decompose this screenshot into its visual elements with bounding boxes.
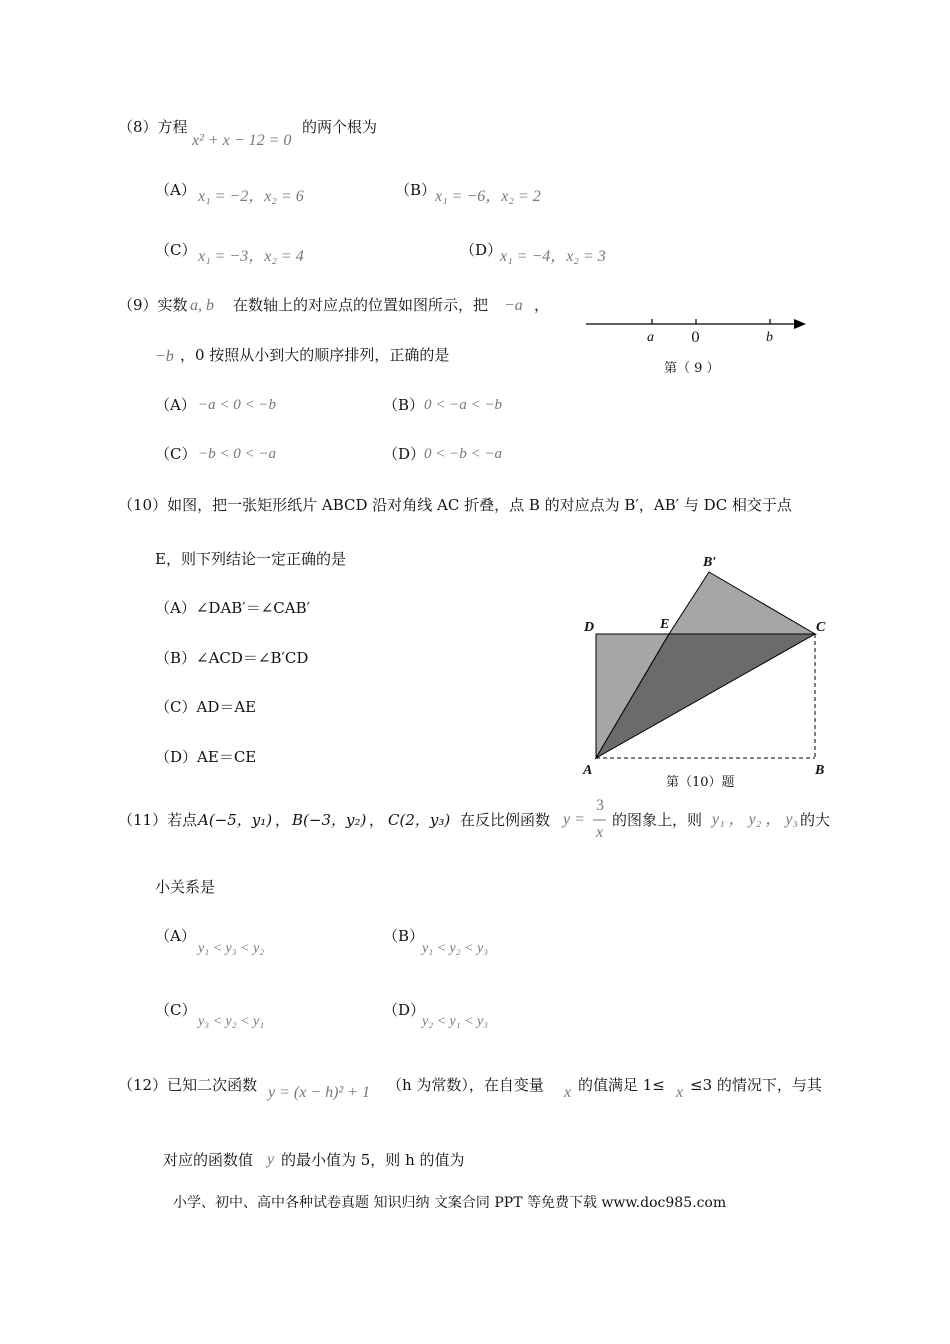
q9-option-c-key: （C） [155,445,197,463]
label-b-prime: B′ [703,555,717,570]
q8-option-c-key: （C） [155,241,197,259]
q11-vars: y₁ ， y₂ ， y₃ [712,811,798,828]
axis-label-b: b [766,330,773,345]
q8-option-d: x₁ = −4，x₂ = 3 [500,248,606,265]
q10-figure-caption: 第（10）题 [666,775,735,790]
q10-option-d: （D）AE＝CE [155,748,257,766]
q9-stem: （9）实数 [118,296,188,314]
q11-option-b: y₁ < y₂ < y₃ [422,941,489,956]
q9-option-d-key: （D） [383,445,426,463]
label-a: A [583,763,593,778]
label-d: D [584,620,595,635]
q12-function: y = (x − h)² + 1 [268,1084,371,1101]
q9-option-b: 0 < −a < −b [424,397,502,413]
q8-option-b-key: （B） [395,181,437,199]
q8-option-c: x₁ = −3，x₂ = 4 [198,248,304,265]
q9-neg-b: −b [155,348,174,365]
q11-point-c: C(2，y₃) [388,811,451,829]
q8-stem: （8）方程 [118,118,188,136]
q9-ab: a, b [190,297,214,314]
q11-option-d-key: （D） [383,1001,426,1019]
q11-option-a-key: （A） [155,927,196,945]
footer-watermark: 小学、初中、高中各种试卷真题 知识归纳 文案合同 PPT 等免费下载 www.doc985.com [173,1195,727,1211]
q12-y-var: y [267,1151,275,1168]
label-b: B [815,763,825,778]
number-line-arrow [794,319,806,329]
q8-option-a: x₁ = −2，x₂ = 6 [198,188,304,205]
q9-option-d: 0 < −b < −a [424,446,502,462]
q12-stem: （12）已知二次函数 [118,1076,258,1094]
q9-comma: ， [534,296,550,314]
q11-fraction-bar [593,819,607,821]
q12-x-var: x [564,1084,572,1101]
q11-fn-denominator: x [596,824,604,841]
q11-fn-lhs: y = [563,811,585,828]
q9-stem-mid: 在数轴上的对应点的位置如图所示，把 [233,296,489,314]
q12-stem-line2: 对应的函数值 [163,1151,254,1169]
q10-stem: （10）如图，把一张矩形纸片 ABCD 沿对角线 AC 折叠，点 B 的对应点为 B′，AB′ 与 DC 相交于点 [118,496,792,514]
q11-option-d: y₂ < y₁ < y₃ [422,1014,489,1029]
q9-option-a-key: （A） [155,396,196,414]
axis-label-zero: 0 [691,330,700,346]
q11-point-a: A(−5，y₁) [198,811,273,829]
q12-x-var-2: x [676,1084,684,1101]
q8-option-a-key: （A） [155,181,196,199]
q11-sep2: ， [369,811,385,829]
q8-option-d-key: （D） [460,241,503,259]
q10-option-c: （C）AD＝AE [155,698,257,716]
q12-stem-mid: （h 为常数），在自变量 [387,1076,544,1094]
q12-stem-line2-tail: 的最小值为 5，则 h 的值为 [281,1151,465,1169]
q12-stem-range: 的值满足 1≤ [578,1076,665,1094]
q8-equation: x² + x − 12 = 0 [192,132,292,149]
q8-option-b: x₁ = −6，x₂ = 2 [435,188,541,205]
q9-option-a: −a < 0 < −b [198,397,276,413]
q9-option-b-key: （B） [383,396,425,414]
q8-stem-tail: 的两个根为 [302,118,378,136]
q10-option-a: （A）∠DAB′＝∠CAB′ [155,599,311,617]
q9-neg-a: −a [504,297,523,314]
q9-stem-line2: ，0 按照从小到大的顺序排列，正确的是 [180,346,450,364]
number-line [580,310,820,350]
q11-stem-fn: 在反比例函数 [460,811,551,829]
q11-stem-tail: 的大 [800,811,831,829]
q11-stem: （11）若点 [118,811,198,829]
q12-stem-tail: ≤3 的情况下，与其 [690,1076,822,1094]
q11-option-c-key: （C） [155,1001,197,1019]
q11-sep1: ， [275,811,291,829]
q9-option-c: −b < 0 < −a [198,446,276,462]
region-e-bprime-c [669,572,815,634]
q11-stem-vars: 的图象上，则 [612,811,703,829]
label-e: E [660,617,670,632]
q11-point-b: B(−3，y₂) [292,811,367,829]
axis-label-a: a [647,330,654,345]
q11-option-a: y₁ < y₃ < y₂ [198,941,265,956]
q11-option-c: y₃ < y₂ < y₁ [198,1014,265,1029]
q11-stem-line2: 小关系是 [155,878,216,896]
q10-stem-line2: E，则下列结论一定正确的是 [155,550,346,568]
q9-figure-caption: 第（ 9 ） [664,361,720,376]
fold-diagram [580,560,830,770]
label-c: C [816,620,826,635]
q10-option-b: （B）∠ACD＝∠B′CD [155,649,309,667]
q11-option-b-key: （B） [383,927,425,945]
q11-fn-numerator: 3 [596,797,604,814]
